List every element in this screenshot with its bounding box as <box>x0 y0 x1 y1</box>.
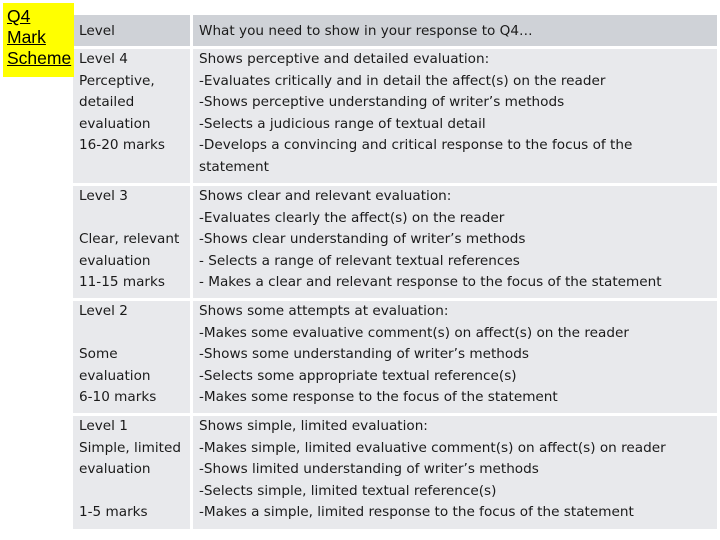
criteria-line: -Makes some evaluative comment(s) on affect(s) on the reader <box>199 324 629 341</box>
criteria-line: Shows some attempts at evaluation: <box>199 303 449 319</box>
criteria-line: statement <box>199 158 269 175</box>
label-mark: Mark <box>7 27 46 47</box>
table-row <box>73 301 720 416</box>
level-line: evaluation <box>79 461 151 478</box>
mark-scheme-table <box>73 15 720 532</box>
level-line: Some <box>79 346 118 363</box>
criteria-cell <box>193 49 720 186</box>
table-header-row <box>73 15 720 49</box>
level-cell <box>73 186 193 301</box>
criteria-line: -Shows limited understanding of writer’s methods <box>199 461 539 478</box>
header-criteria: What you need to show in your response to Q4… <box>193 15 720 49</box>
blank-line <box>79 208 186 230</box>
marks-range: 11-15 marks <box>79 274 165 291</box>
level-line: evaluation <box>79 115 151 132</box>
criteria-line: -Selects a judicious range of textual detail <box>199 115 486 132</box>
criteria-cell <box>193 301 720 416</box>
marks-range: 6-10 marks <box>79 389 157 406</box>
criteria-line: -Selects some appropriate textual reference(s) <box>199 367 517 384</box>
criteria-line: -Evaluates critically and in detail the affect(s) on the reader <box>199 72 606 89</box>
marks-range: 16-20 marks <box>79 137 165 154</box>
level-line: Simple, limited <box>79 439 181 456</box>
level-line: Level 3 <box>79 188 128 204</box>
level-line: evaluation <box>79 252 151 269</box>
level-cell <box>73 301 193 416</box>
level-line: evaluation <box>79 367 151 384</box>
criteria-line: -Shows clear understanding of writer’s methods <box>199 231 526 248</box>
table-row <box>73 416 720 532</box>
level-line: Clear, relevant <box>79 231 180 248</box>
q4-mark-scheme-label <box>3 3 74 77</box>
criteria-line: -Makes a simple, limited response to the focus of the statement <box>199 504 634 521</box>
criteria-line: - Makes a clear and relevant response to the focus of the statement <box>199 274 662 291</box>
table-row <box>73 49 720 186</box>
criteria-line: -Makes some response to the focus of the statement <box>199 389 558 406</box>
criteria-line: - Selects a range of relevant textual references <box>199 252 520 269</box>
criteria-line: Shows perceptive and detailed evaluation: <box>199 51 490 67</box>
blank-line <box>79 323 186 345</box>
criteria-cell <box>193 186 720 301</box>
label-question: Q4 <box>7 6 31 26</box>
criteria-line: -Selects simple, limited textual reference(s) <box>199 482 497 499</box>
criteria-line: Shows clear and relevant evaluation: <box>199 188 452 204</box>
criteria-line: -Develops a convincing and critical response to the focus of the <box>199 137 633 154</box>
criteria-line: -Shows some understanding of writer’s methods <box>199 346 529 363</box>
table-row <box>73 186 720 301</box>
criteria-line: -Makes simple, limited evaluative comment(s) on affect(s) on reader <box>199 439 666 456</box>
level-cell <box>73 49 193 186</box>
level-line: Perceptive, <box>79 72 155 89</box>
level-line: Level 4 <box>79 51 128 67</box>
label-scheme: Scheme <box>7 48 72 68</box>
marks-range: 1-5 marks <box>79 504 148 521</box>
level-line: Level 2 <box>79 303 128 319</box>
level-line: detailed <box>79 94 135 111</box>
criteria-line: Shows simple, limited evaluation: <box>199 418 428 434</box>
criteria-line: -Evaluates clearly the affect(s) on the reader <box>199 209 505 226</box>
header-level: Level <box>73 15 193 49</box>
blank-line <box>79 481 186 503</box>
criteria-cell <box>193 416 720 532</box>
level-line: Level 1 <box>79 418 128 434</box>
level-cell <box>73 416 193 532</box>
criteria-line: -Shows perceptive understanding of writer’s methods <box>199 94 565 111</box>
